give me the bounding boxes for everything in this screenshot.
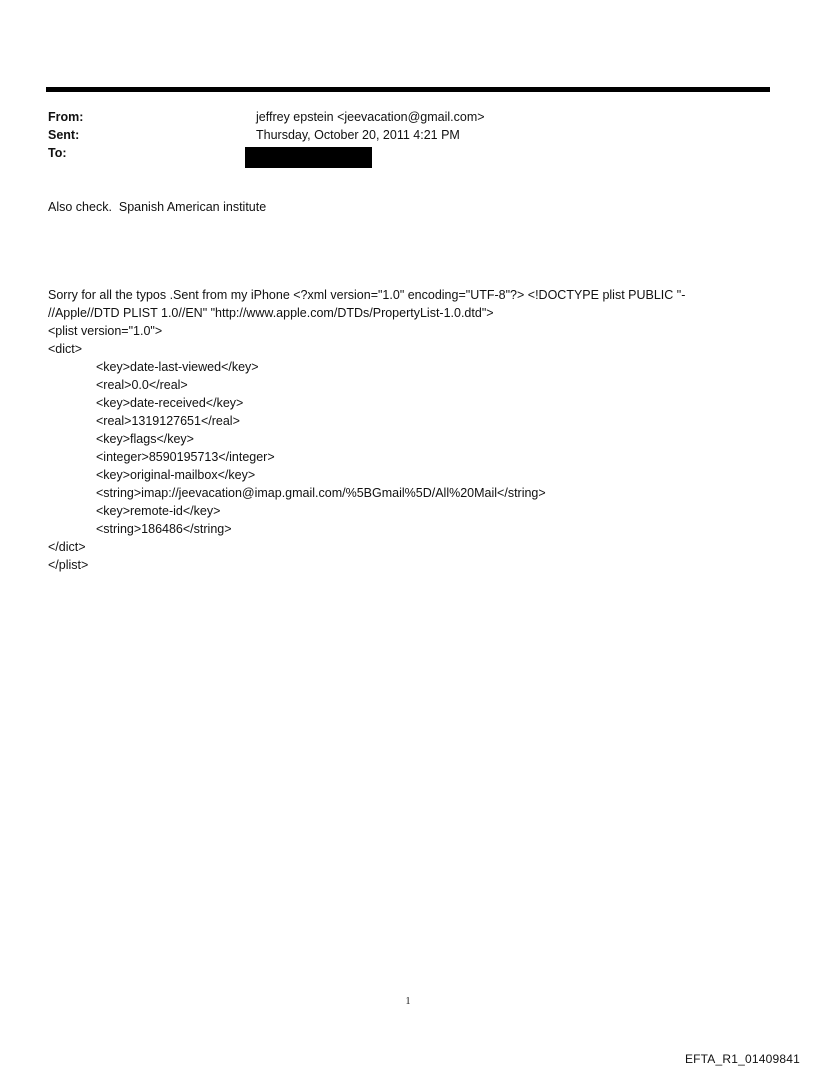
sent-value: Thursday, October 20, 2011 4:21 PM [256,128,460,142]
xml-block [48,286,685,574]
xml-line: <integer>8590195713</integer> [96,450,275,464]
bates-number: EFTA_R1_01409841 [684,1052,800,1066]
xml-line: //Apple//DTD PLIST 1.0//EN" "http://www.apple.com/DTDs/PropertyList-1.0.dtd"> [48,306,494,320]
xml-line: <key>date-last-viewed</key> [96,360,259,374]
xml-line: Sorry for all the typos .Sent from my iPhone <?xml version="1.0" encoding="UTF-8"?> <!DOCTYPE plist PUBLIC "- [48,288,686,302]
redaction-bar [245,147,372,168]
to-label: To: [48,146,67,160]
xml-line: <real>0.0</real> [96,378,188,392]
xml-line: <string>imap://jeevacation@imap.gmail.com/%5BGmail%5D/All%20Mail</string> [96,486,546,500]
xml-line: <real>1319127651</real> [96,414,240,428]
from-label: From: [48,110,84,124]
header-divider [46,87,770,92]
sent-label: Sent: [48,128,80,142]
xml-line: </plist> [48,558,89,572]
xml-line: <plist version="1.0"> [48,324,163,338]
xml-line: <string>186486</string> [96,522,232,536]
xml-line: <dict> [48,342,83,356]
xml-line: <key>original-mailbox</key> [96,468,256,482]
xml-line: <key>flags</key> [96,432,194,446]
body-line-1: Also check. Spanish American institute [48,200,267,214]
xml-line: </dict> [48,540,86,554]
xml-line: <key>remote-id</key> [96,504,221,518]
from-value: jeffrey epstein <jeevacation@gmail.com> [256,110,485,124]
page-number: 1 [405,996,411,1007]
xml-line: <key>date-received</key> [96,396,244,410]
